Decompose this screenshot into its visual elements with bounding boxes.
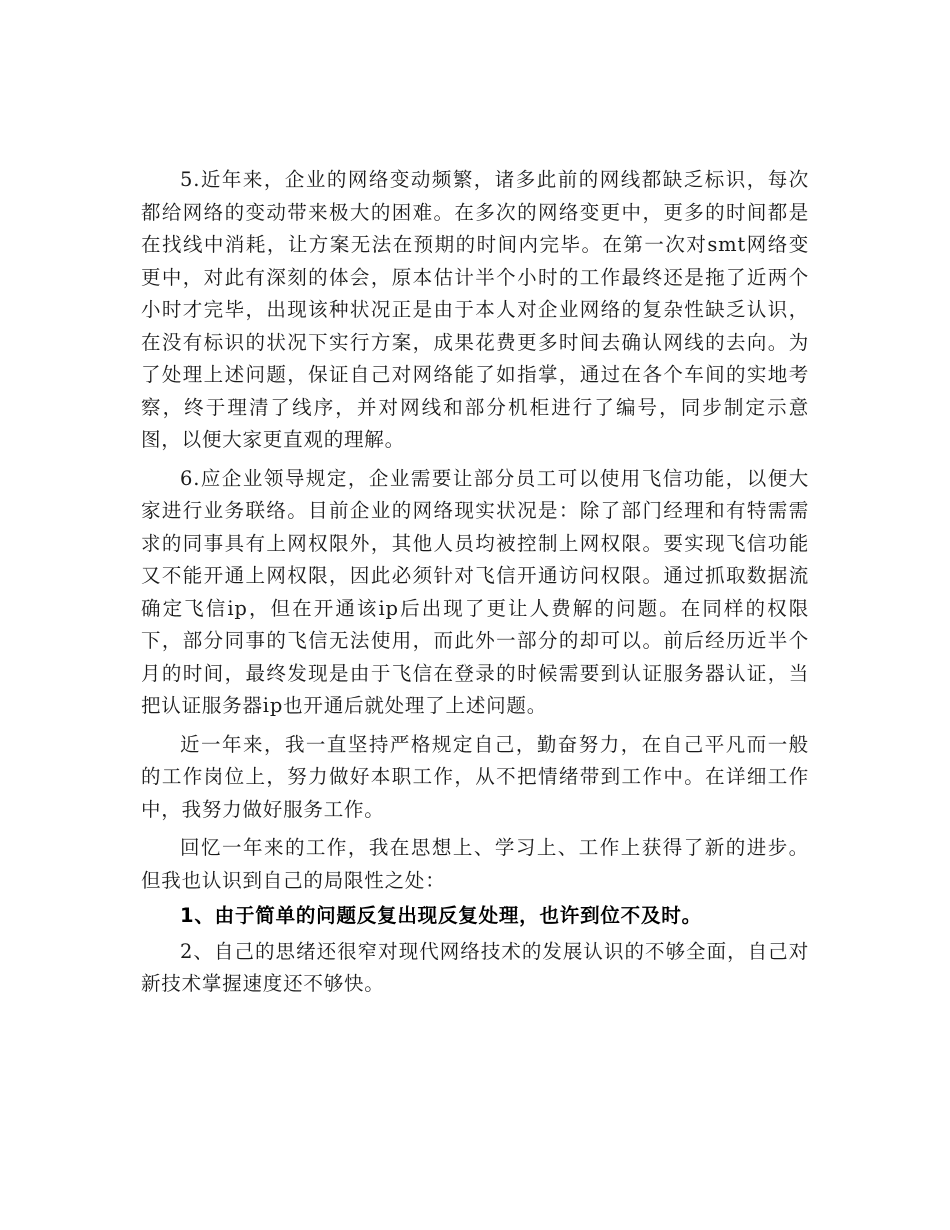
document-body [141, 164, 809, 1001]
paragraph-fetion-access: 6.应企业领导规定，企业需要让部分员工可以使用飞信功能，以便大家进行业务联络。目前企业的网络现实状况是：除了部门经理和有特需需求的同事具有上网权限外，其他人员均被控制上网权限。要实现飞信功能又不能开通上网权限，因此必须针对飞信开通访问权限。通过抓取数据流确定飞信ip，但在开通该ip后出现了更让人费解的问题。在同样的权限下，部分同事的飞信无法使用，而此外一部分的却可以。前后经历近半个月的时间，最终发现是由于飞信在登录的时候需要到认证服务器认证，当把认证服务器ip也开通后就处理了上述问题。 [141, 466, 809, 717]
paragraph-shortcoming-2: 2、自己的思绪还很窄对现代网络技术的发展认识的不够全面，自己对新技术掌握速度还不够快。 [141, 939, 809, 995]
paragraph-reflection: 回忆一年来的工作，我在思想上、学习上、工作上获得了新的进步。但我也认识到自己的局限性之处： [141, 836, 809, 892]
paragraph-network-labeling: 5.近年来，企业的网络变动频繁，诸多此前的网线都缺乏标识，每次都给网络的变动带来极大的困难。在多次的网络变更中，更多的时间都是在找线中消耗，让方案无法在预期的时间内完毕。在第一次对smt网络变更中，对此有深刻的体会，原本估计半个小时的工作最终还是拖了近两个小时才完毕，出现该种状况正是由于本人对企业网络的复杂性缺乏认识，在没有标识的状况下实行方案，成果花费更多时间去确认网线的去向。为了处理上述问题，保证自己对网络能了如指掌，通过在各个车间的实地考察，终于理清了线序，并对网线和部分机柜进行了编号，同步制定示意图，以便大家更直观的理解。 [141, 168, 809, 451]
paragraph-year-summary: 近一年来，我一直坚持严格规定自己，勤奋努力，在自己平凡而一般的工作岗位上，努力做好本职工作，从不把情绪带到工作中。在详细工作中，我努力做好服务工作。 [141, 732, 809, 821]
paragraph-shortcoming-1: 1、由于简单的问题反复出现反复处理，也许到位不及时。 [180, 904, 702, 927]
